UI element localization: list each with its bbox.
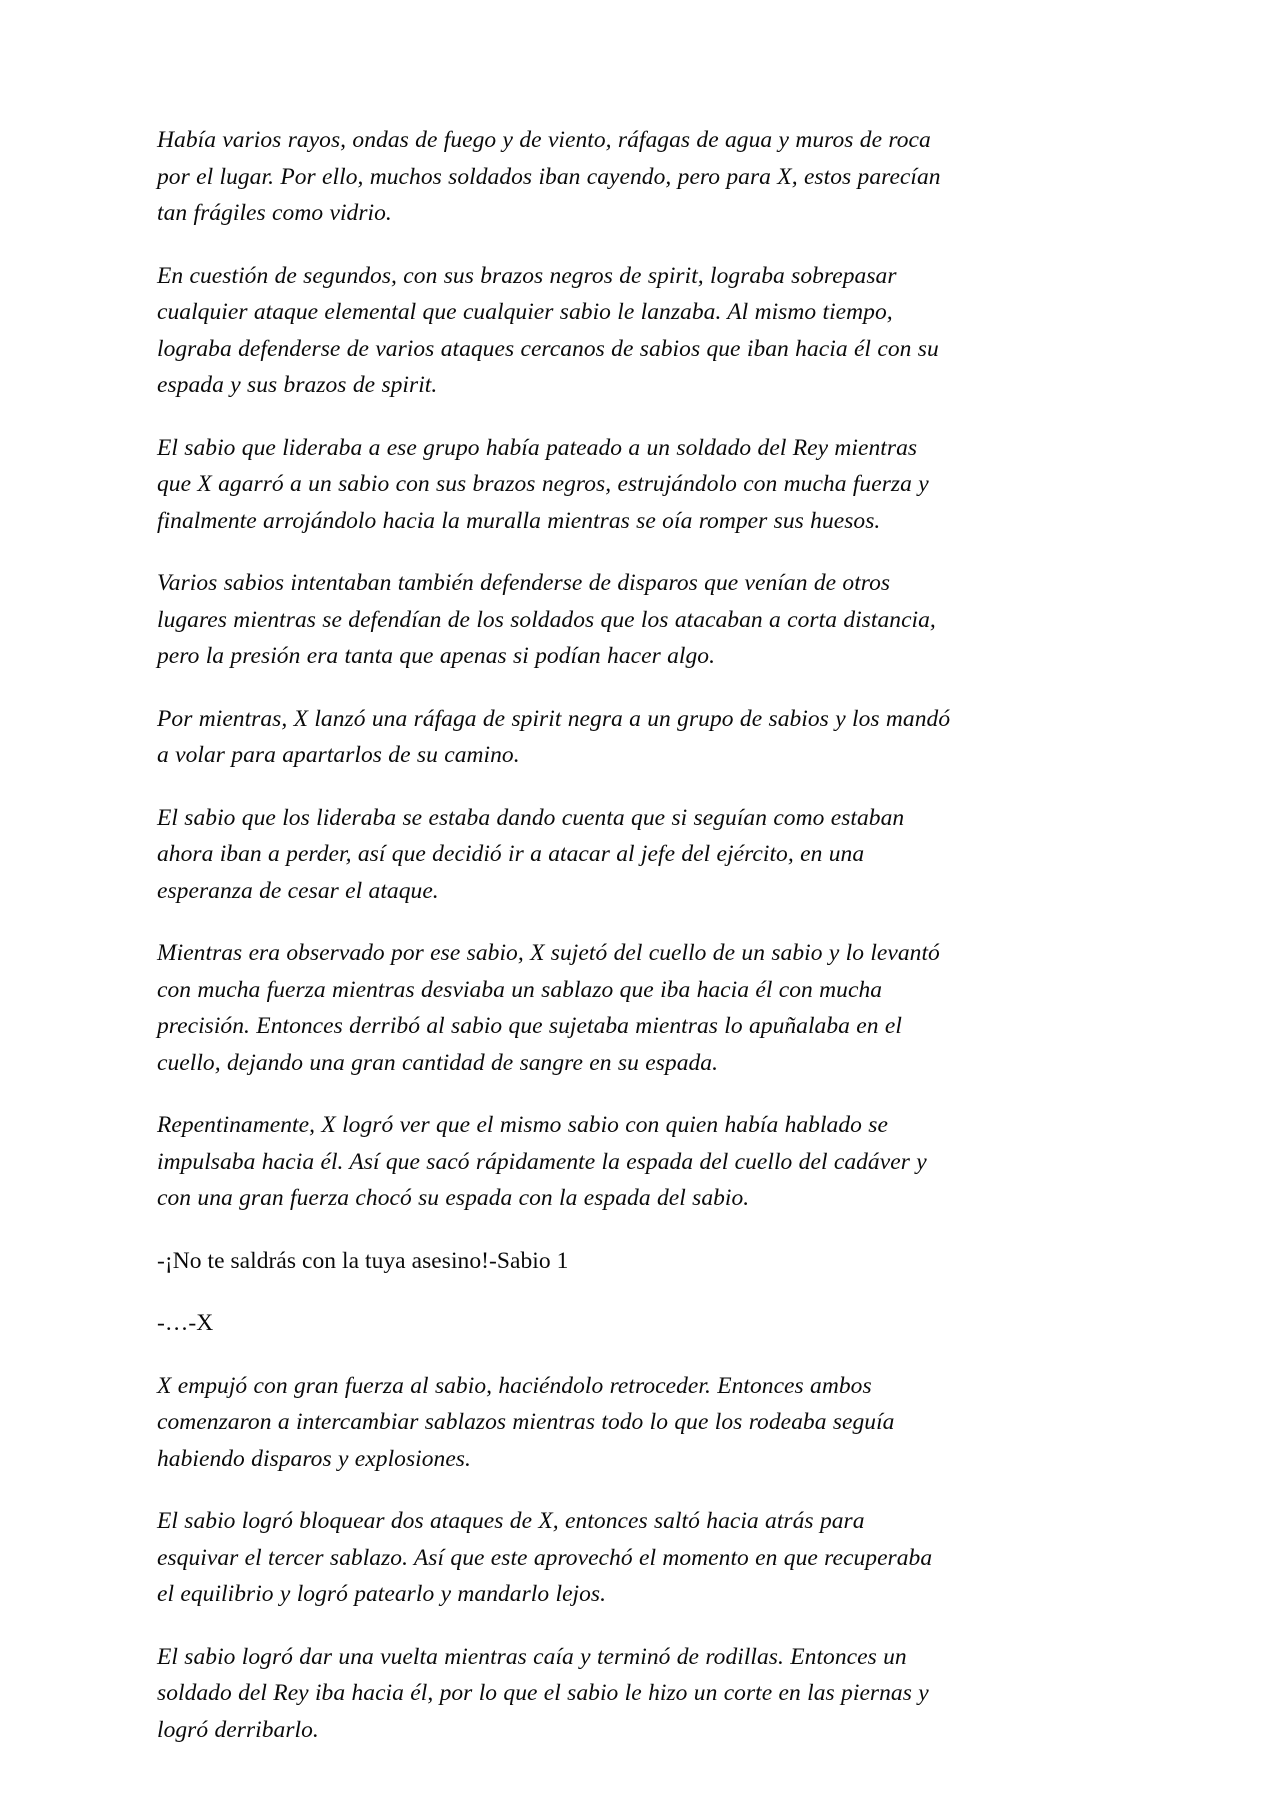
paragraph-1: Había varios rayos, ondas de fuego y de viento, ráfagas de agua y muros de roca por el lugar. Por ello, muchos soldados iban cayendo, pero para X, estos parecían tan frágiles como vidrio.	[157, 127, 941, 226]
paragraph-7: Mientras era observado por ese sabio, X sujetó del cuello de un sabio y lo levantó con mucha fuerza mientras desviaba un sablazo que iba hacia él con mucha precisión. Entonces derribó al sabio que sujetaba mientras lo apuñalaba en el cuello, dejando una gran cantidad de sangre en su espada.	[157, 940, 940, 1076]
paragraph-11: El sabio logró dar una vuelta mientras caía y terminó de rodillas. Entonces un soldado del Rey iba hacia él, por lo que el sabio le hizo un corte en las piernas y logró derribarlo.	[157, 1643, 929, 1743]
dialogue-line-x: -…-X	[157, 1310, 214, 1336]
paragraph-10: El sabio logró bloquear dos ataques de X, entonces saltó hacia atrás para esquivar el tercer sablazo. Así que este aprovechó el momento en que recuperaba el equilibrio y logró patearlo y mandarlo lejos.	[157, 1508, 933, 1607]
paragraph-2: En cuestión de segundos, con sus brazos negros de spirit, lograba sobrepasar cualquier ataque elemental que cualquier sabio le lanzaba. Al mismo tiempo, lograba defenderse de varios ataques cercanos de sabios que iban hacia él con su espada y sus brazos de spirit.	[157, 262, 939, 398]
paragraph-5: Por mientras, X lanzó una ráfaga de spirit negra a un grupo de sabios y los mandó a volar para apartarlos de su camino.	[157, 705, 951, 768]
paragraph-8: Repentinamente, X logró ver que el mismo sabio con quien había hablado se impulsaba hacia él. Así que sacó rápidamente la espada del cuello del cadáver y con una gran fuerza chocó su espada con la espada del sabio.	[157, 1112, 927, 1211]
paragraph-4: Varios sabios intentaban también defenderse de disparos que venían de otros lugares mientras se defendían de los soldados que los atacaban a corta distancia, pero la presión era tanta que apenas si podían hacer algo.	[157, 570, 936, 669]
document-text-body	[157, 122, 952, 1748]
dialogue-line-sabio-1: -¡No te saldrás con la tuya asesino!-Sabio 1	[157, 1247, 569, 1274]
paragraph-9: X empujó con gran fuerza al sabio, haciéndolo retroceder. Entonces ambos comenzaron a intercambiar sablazos mientras todo lo que los rodeaba seguía habiendo disparos y explosiones.	[157, 1372, 895, 1472]
paragraph-6: El sabio que los lideraba se estaba dando cuenta que si seguían como estaban ahora iban a perder, así que decidió ir a atacar al jefe del ejército, en una esperanza de cesar el ataque.	[157, 804, 905, 904]
paragraph-3: El sabio que lideraba a ese grupo había pateado a un soldado del Rey mientras que X agarró a un sabio con sus brazos negros, estrujándolo con mucha fuerza y finalmente arrojándolo hacia la muralla mientras se oía romper sus huesos.	[157, 434, 929, 534]
